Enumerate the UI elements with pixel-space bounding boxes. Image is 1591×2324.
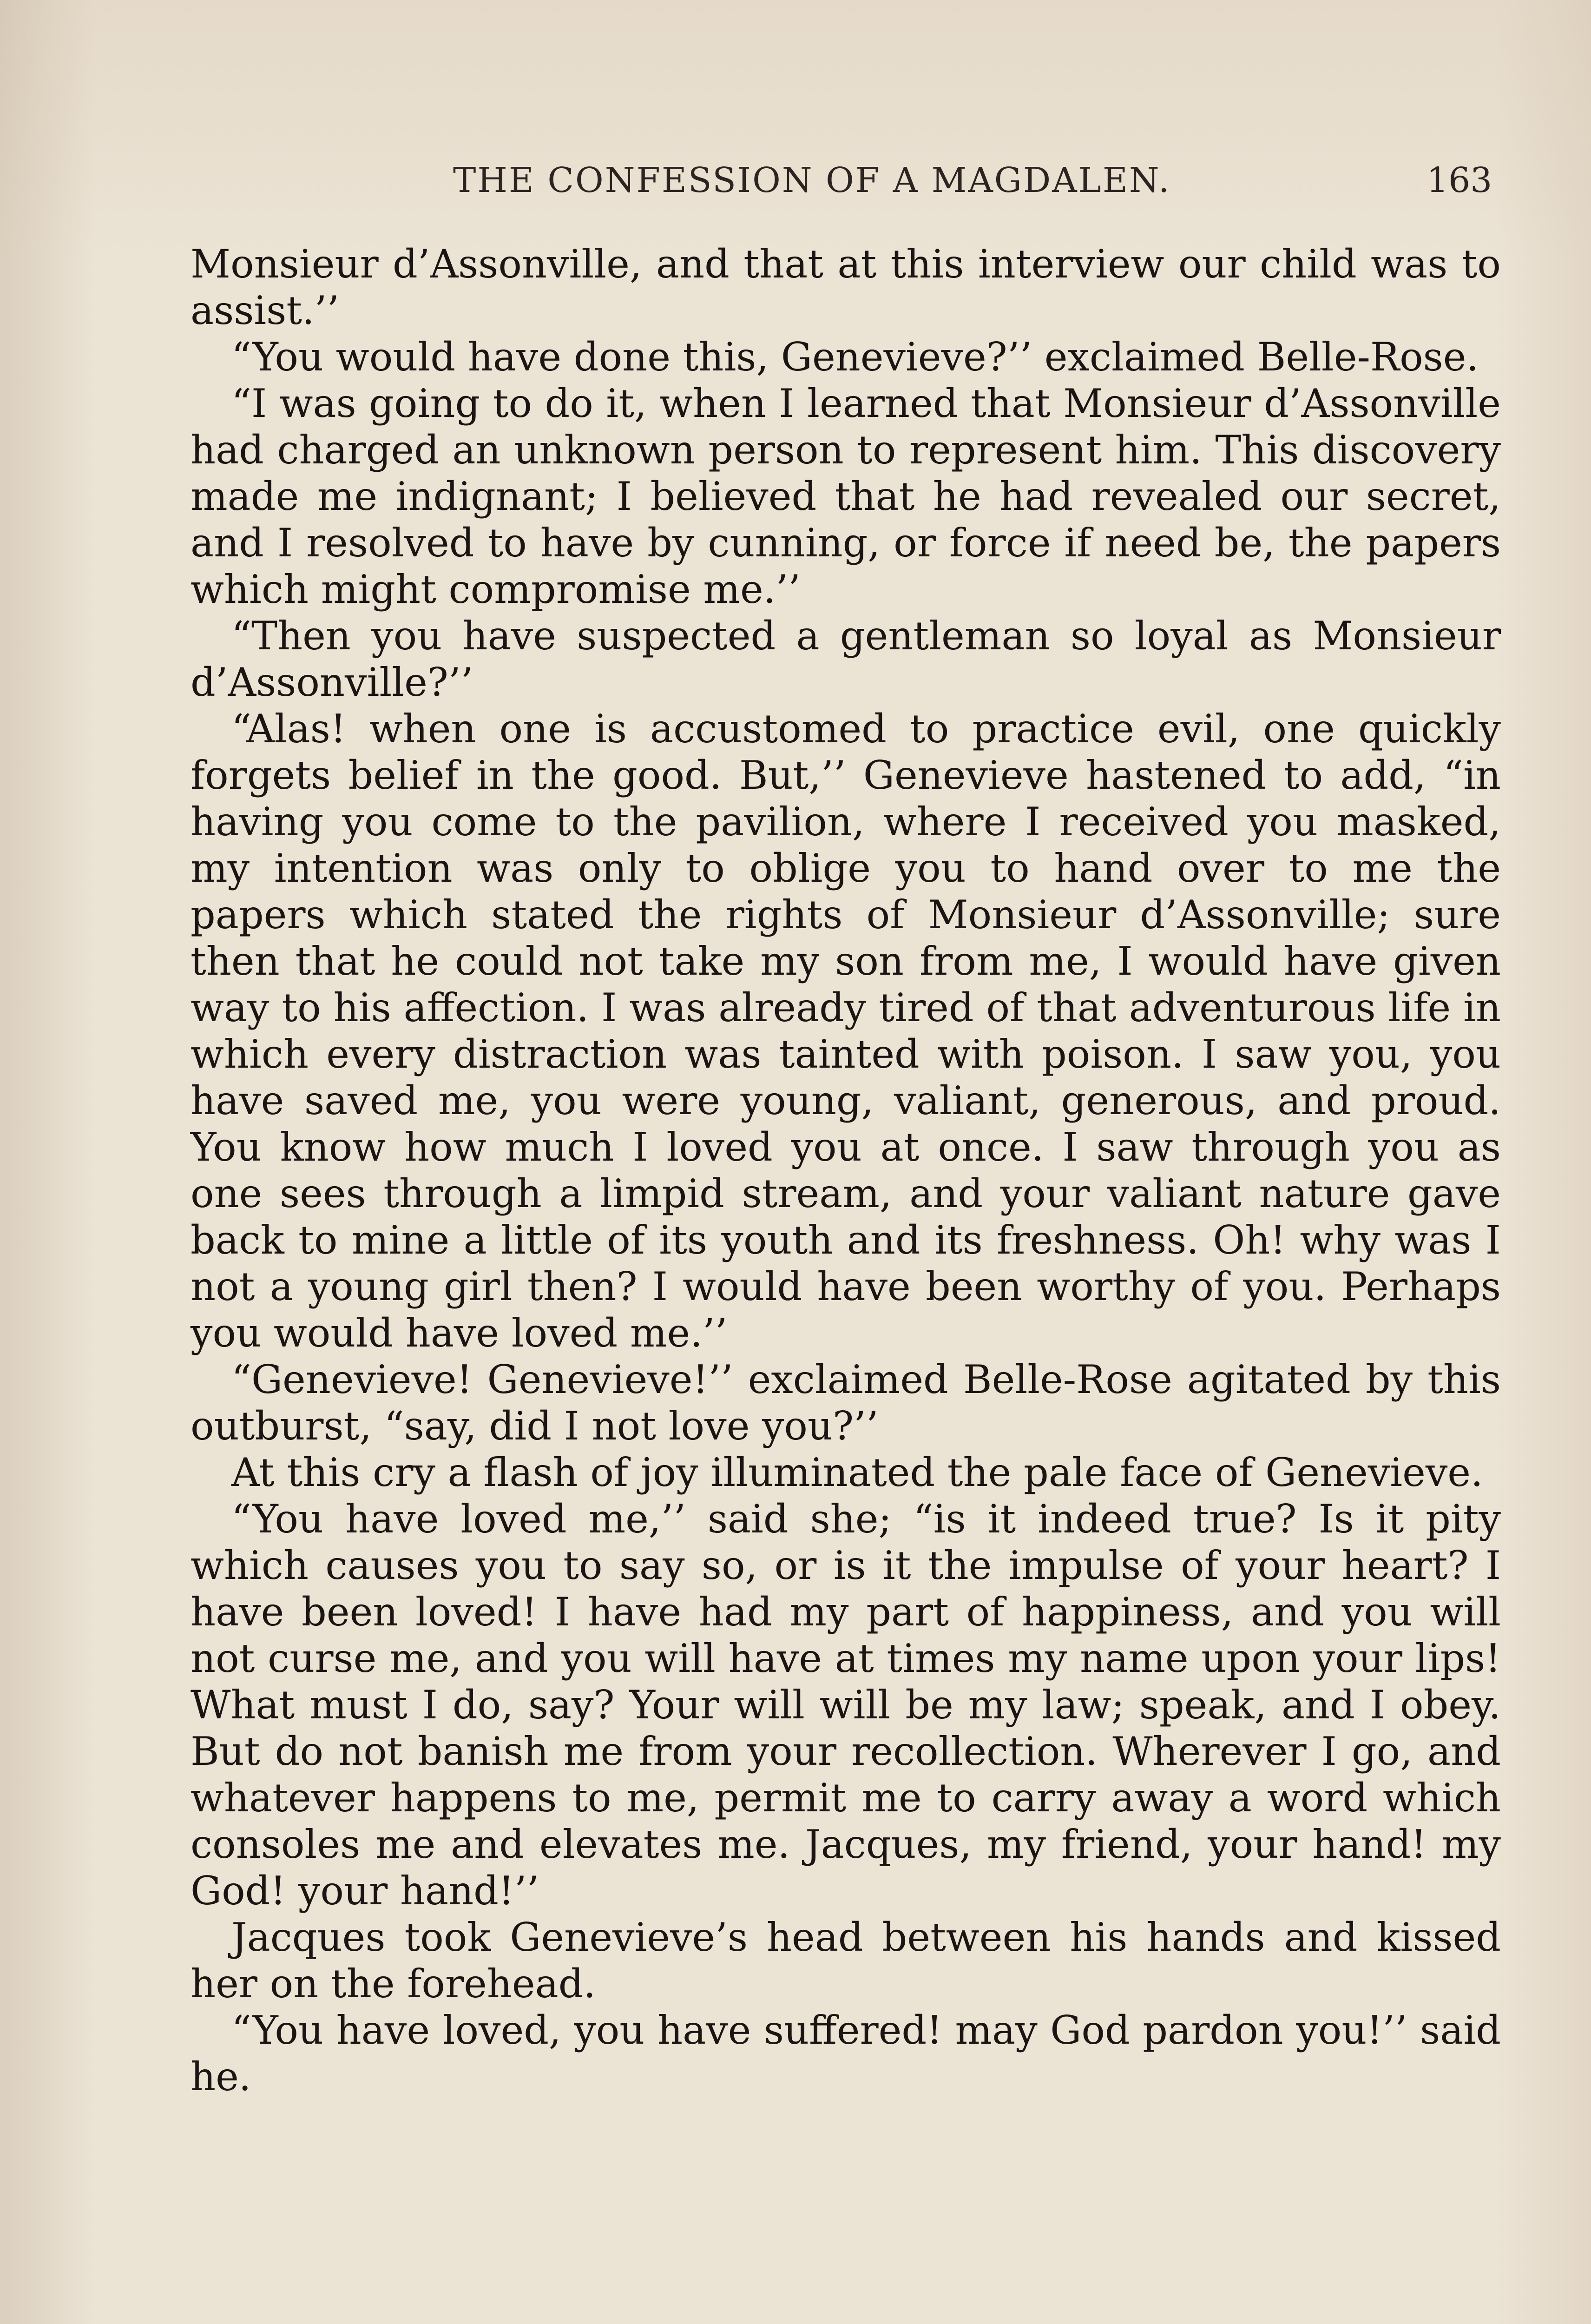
page-number: 163	[1427, 160, 1492, 200]
paragraph: “You have loved, you have suffered! may God pardon you!’’ said he.	[191, 2007, 1501, 2100]
running-header	[0, 160, 1591, 207]
paragraph: Jacques took Genevieve’s head between his hands and kissed her on the forehead.	[191, 1915, 1501, 2007]
paragraph: “Alas! when one is accustomed to practice evil, one quickly forgets belief in the good. But,’’ Genevieve hastened to add, “in having you come to the pavilion, where I received you masked, my intention was only to oblige you to hand over to me the papers which stated the rights of Monsieur d’Assonville; sure then that he could not take my son from me, I would have given way to his affection. I was already tired of that adventurous life in which every distraction was tainted with poison. I saw you, you have saved me, you were young, valiant, generous, and proud. You know how much I loved you at once. I saw through you as one sees through a limpid stream, and your valiant nature gave back to mine a little of its youth and its freshness. Oh! why was I not a young girl then? I would have been worthy of you. Perhaps you would have loved me.’’	[191, 706, 1501, 1356]
paragraph: “Genevieve! Genevieve!’’ exclaimed Belle-Rose agitated by this outburst, “say, did I not love you?’’	[191, 1357, 1501, 1449]
paragraph: “You have loved me,’’ said she; “is it indeed true? Is it pity which causes you to say so, or is it the impulse of your heart? I have been loved! I have had my part of happiness, and you will not curse me, and you will have at times my name upon your lips! What must I do, say? Your will will be my law; speak, and I obey. But do not banish me from your recollection. Wherever I go, and whatever happens to me, permit me to carry away a word which consoles me and elevates me. Jacques, my friend, your hand! my God! your hand!’’	[191, 1496, 1501, 1914]
page-body	[191, 241, 1501, 2100]
paragraph: “You would have done this, Genevieve?’’ exclaimed Belle-Rose.	[231, 334, 1479, 380]
running-title: THE CONFESSION OF A MAGDALEN.	[453, 160, 1171, 200]
paragraph: At this cry a flash of joy illuminated the pale face of Genevieve.	[231, 1450, 1483, 1495]
paragraph: “Then you have suspected a gentleman so loyal as Monsieur d’Assonville?’’	[191, 613, 1501, 705]
paragraph: Monsieur d’Assonville, and that at this interview our child was to assist.’’	[191, 241, 1501, 333]
paragraph: “I was going to do it, when I learned that Monsieur d’Assonville had charged an unknown person to represent him. This discovery made me indignant; I believed that he had revealed our secret, and I resolved to have by cunning, or force if need be, the papers which might compromise me.’’	[191, 381, 1501, 612]
